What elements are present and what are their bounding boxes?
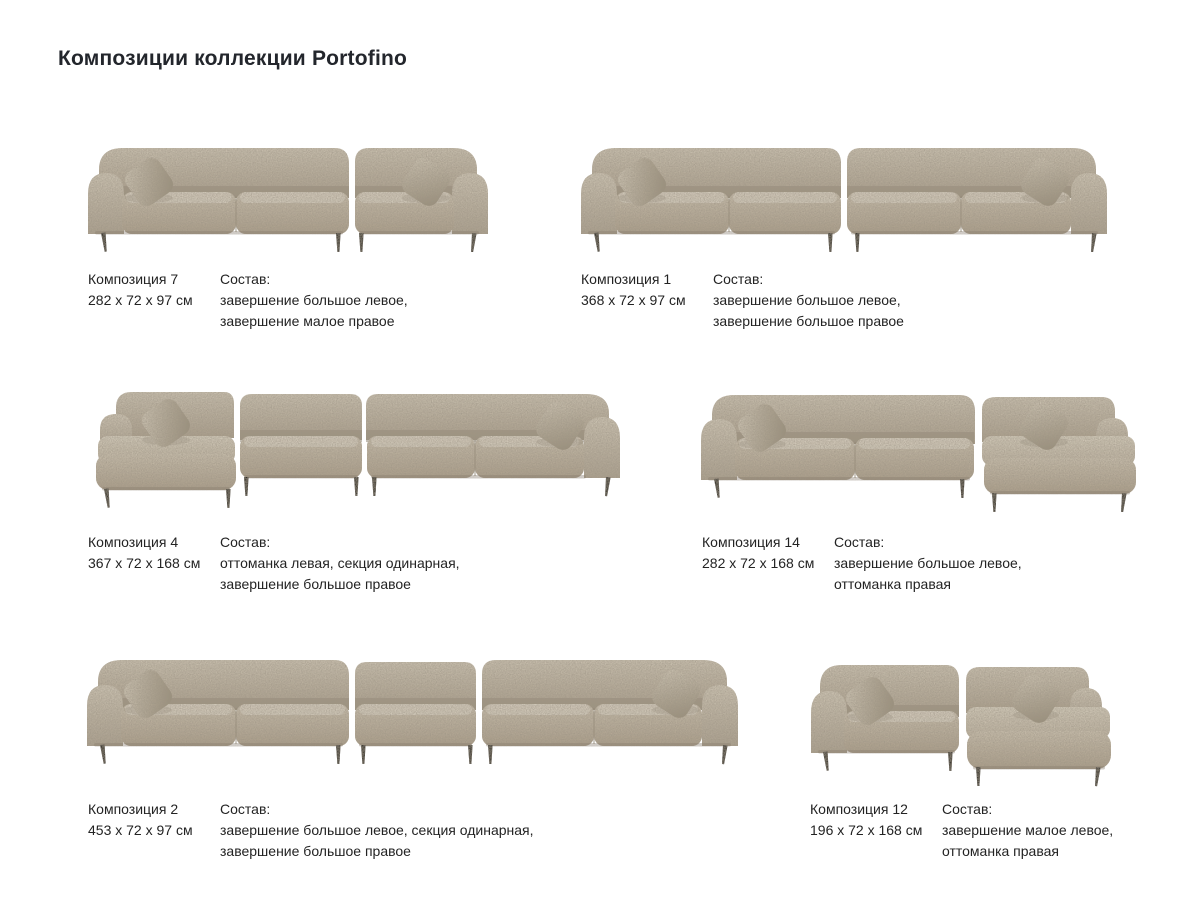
- sofa-image-composition-4: [90, 386, 622, 510]
- sofa-image-composition-1: [578, 140, 1110, 252]
- composition-card-2: [88, 799, 534, 862]
- composition-card-1: [581, 269, 904, 332]
- contents-line-2: завершение большое правое: [220, 843, 411, 859]
- contents-line-2: завершение большое правое: [220, 576, 411, 592]
- composition-dimensions: 453 x 72 x 97 см: [88, 822, 193, 838]
- composition-card-12: [810, 799, 1113, 862]
- composition-dimensions: 282 x 72 x 97 см: [88, 292, 193, 308]
- sofa-image-composition-12: [808, 655, 1113, 787]
- contents-label: Состав:: [220, 801, 271, 817]
- contents-line-1: завершение малое левое,: [942, 822, 1114, 838]
- composition-name: Композиция 7: [88, 271, 179, 287]
- contents-line-1: завершение большое левое,: [713, 292, 901, 308]
- composition-name: Композиция 1: [581, 271, 672, 287]
- composition-card-7: [88, 269, 408, 332]
- composition-name: Композиция 2: [88, 801, 179, 817]
- composition-dimensions: 282 x 72 x 168 см: [702, 555, 815, 571]
- contents-line-1: завершение большое левое, секция одинарная,: [220, 822, 534, 838]
- contents-line-1: оттоманка левая, секция одинарная,: [220, 555, 460, 571]
- contents-label: Состав:: [713, 271, 764, 287]
- contents-label: Состав:: [942, 801, 993, 817]
- composition-dimensions: 196 x 72 x 168 см: [810, 822, 923, 838]
- composition-dimensions: 368 x 72 x 97 см: [581, 292, 686, 308]
- contents-line-2: оттоманка правая: [942, 843, 1059, 859]
- composition-name: Композиция 12: [810, 801, 908, 817]
- sofa-image-composition-14: [698, 388, 1143, 512]
- contents-line-1: завершение большое левое,: [220, 292, 408, 308]
- composition-card-4: [88, 532, 460, 595]
- page-title: Композиции коллекции Portofino: [58, 47, 408, 70]
- composition-name: Композиция 14: [702, 534, 800, 550]
- contents-label: Состав:: [220, 271, 271, 287]
- sofa-image-composition-7: [85, 140, 490, 252]
- composition-card-14: [702, 532, 1022, 595]
- contents-line-2: оттоманка правая: [834, 576, 951, 592]
- contents-line-1: завершение большое левое,: [834, 555, 1022, 571]
- composition-dimensions: 367 x 72 x 168 см: [88, 555, 201, 571]
- contents-line-2: завершение большое правое: [713, 313, 904, 329]
- contents-label: Состав:: [834, 534, 885, 550]
- composition-name: Композиция 4: [88, 534, 179, 550]
- contents-label: Состав:: [220, 534, 271, 550]
- contents-line-2: завершение малое правое: [220, 313, 395, 329]
- sofa-image-composition-2: [84, 652, 741, 768]
